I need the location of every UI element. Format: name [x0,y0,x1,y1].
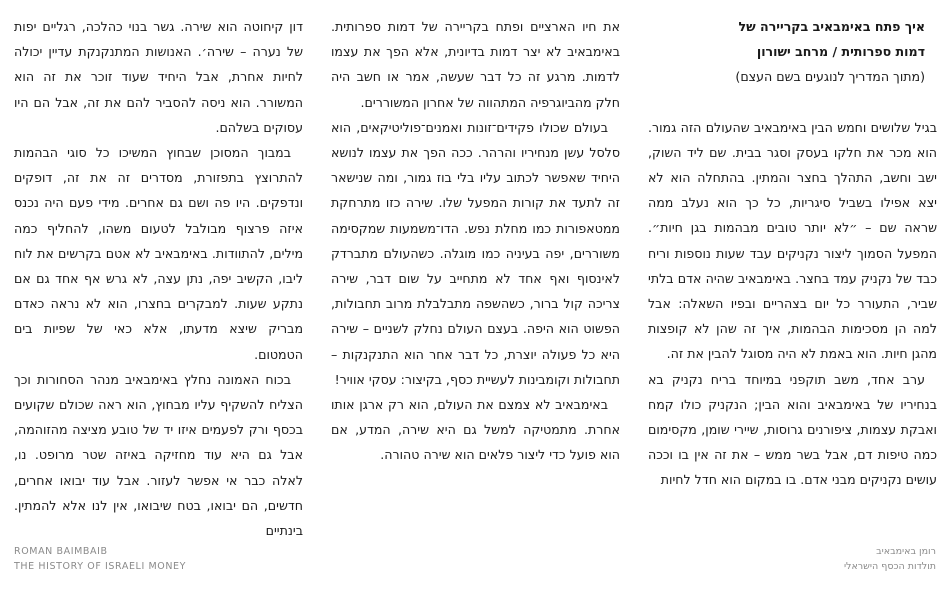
footer-author-he: רומן באימבאיב [876,546,936,557]
footer-left [14,544,186,574]
paragraph: באימבאיב לא צמצם את העולם, הוא רק ארגן אותו אחרת. מתמטיקה למשל גם היא שירה, המדע, אם הוא פועל כדי ליצור פלאים הוא שירה טהורה. [331,397,620,463]
column-right [648,14,937,493]
spacer [648,90,937,115]
paragraph: דון קיחוטה הוא שירה. גשר בנוי כהלכה, רגליים יפות של נערה – שירה׳. האנושות המתנקנקת עדיין יכולה לחיות אחרת, אבל היחיד שעוד זוכר את זה הוא המשורר. הוא ניסה להסביר להם את זה, אבל הם היו עסוקים בשלהם. [14,19,303,135]
footer-author-en: ROMAN BAIMBAIB [14,546,108,557]
article-subtitle: (מתוך המדריך לנוגעים בשם העצם) [735,69,925,85]
column-left [14,14,303,543]
paragraph: בכוח האמונה נחלץ באימבאיב מנהר הסחורות וכך הצליח להשקיף עליו מבחוץ, הוא ראה שכולם שקועים בכסף ורק לפעמים איזו יד של טובע מציצה מהזוהמה, אבל גם היא עוד מחזיקה באיזה שטר מרופט. נו, לאלה כבר אי אפשר לעזור. אבל עוד יבואו אחרים, חדשים, הם יבואו, בטח שיבואו, אין לנו אלא להמתין. בינתיים [14,371,303,539]
article-title-line-2: דמות ספרותית / מרחב ישורון [756,44,925,60]
paragraph: בגיל שלושים וחמש הבין באימבאיב שהעולם הזה גמור. הוא מכר את חלקו בעסק וסגר בבית. שם ליד השוק, ישב וחשב, התהלך בחצר והמתין. בהתחלה הוא לא יצא אפילו בשביל סיגריות, כל כך הוא נעלב ממה שראה שם – ״לא יותר טובים מבהמות בגן חיות״. המפעל הסמוך ליצור נקניקים עבד שעות נוספות וריח כבד של נקניק עמד בחצר. באימבאיב שהיה אדם בלתי שביר, התעורר כל יום בצהריים ובפיו השאלה: אבל למה הן מסכימות הבהמות, איך זה שהן לא קופצות מהגן חיות. הוא באמת לא היה מסוגל להבין את זה. [648,119,937,362]
paragraph: ערב אחד, משב תוקפני במיוחד בריח נקניק בא בנחיריו של באימבאיב והוא הבין; הנקניק כולו קמח ואבקת עצמות, ציפורנים גרוסות, שיירי שומן, מקסימום כמה טיפות דם, אבל בשר ממש – את זה אין בו וככה עושים נקניקים מבני אדם. בו במקום הוא חדל לחיות [648,371,937,488]
article-title-line-1: איך פתח באימבאיב בקריירה של [738,19,925,34]
footer-book-title-he: תולדות הכסף הישראלי [843,561,936,572]
footer-book-title-en: THE HISTORY OF ISRAELI MONEY [14,561,187,572]
paragraph: במבוך המסוכן שבחוץ המשיכו כל סוגי הבהמות להתרוצץ בתפזורת, מסדרים זה את זה, דופקים ונדפקים. היו פה ושם גם אחרים. מידי פעם היה נכנס איזה פרצוף מבולבל לטעום משהו, להחליף כמה מילים, להתוודות. באימבאיב לא אטם בקרשים את לוח ליבו, הקשיב יפה, נתן עצה, לא גרש אף אחד גם אם נתקע שעות. למבקרים בחצרו, הוא לא נראה כאדם מבריק שיצא מדעתו, אלא כאי של שפיות בים הטמטום. [14,145,303,362]
footer-right [844,544,936,574]
paragraph: בעולם שכולו פקידים־זונות ואמנים־פוליטיקאים, הוא סלסל עשן מנחיריו והרהר. ככה הפך את עצמו לנושא היחיד שאפשר לכתוב עליו בלי בוז גמור, ומה שנישאר זה לתעד את קורות המפעל שלו. שירה כזו מתרחקת ממטאפורות כמו מחלת נפש. הדו־משמעות שמקסימה משוררים, יפה בעיניה כמו מוגלה. כשהעולם מתברדק לאינסוף ואף אחד לא מתחייב על שום דבר, שירה צריכה קול ברור, כשהשפה מתבלבלת מרוב תחבולות, הפשוט הוא היפה. בעצם העולם נחלק לשניים – שירה היא כל פעולה יוצרת, כל דבר אחר הוא התנקנקות – תחבולות וקומבינות לעשיית כסף, בקיצור: עסקי אוויר! [331,119,620,387]
paragraph: את חיו הארציים ופתח בקריירה של דמות ספרותית. באימבאיב לא יצר דמות בדיונית, אלא הפך את עצמו לדמות. מרגע זה כל דבר שעשה, אמר או חשב היה חלק מהביוגרפיה המתהווה של אחרון המשוררים. [331,19,620,110]
column-middle [331,14,620,468]
